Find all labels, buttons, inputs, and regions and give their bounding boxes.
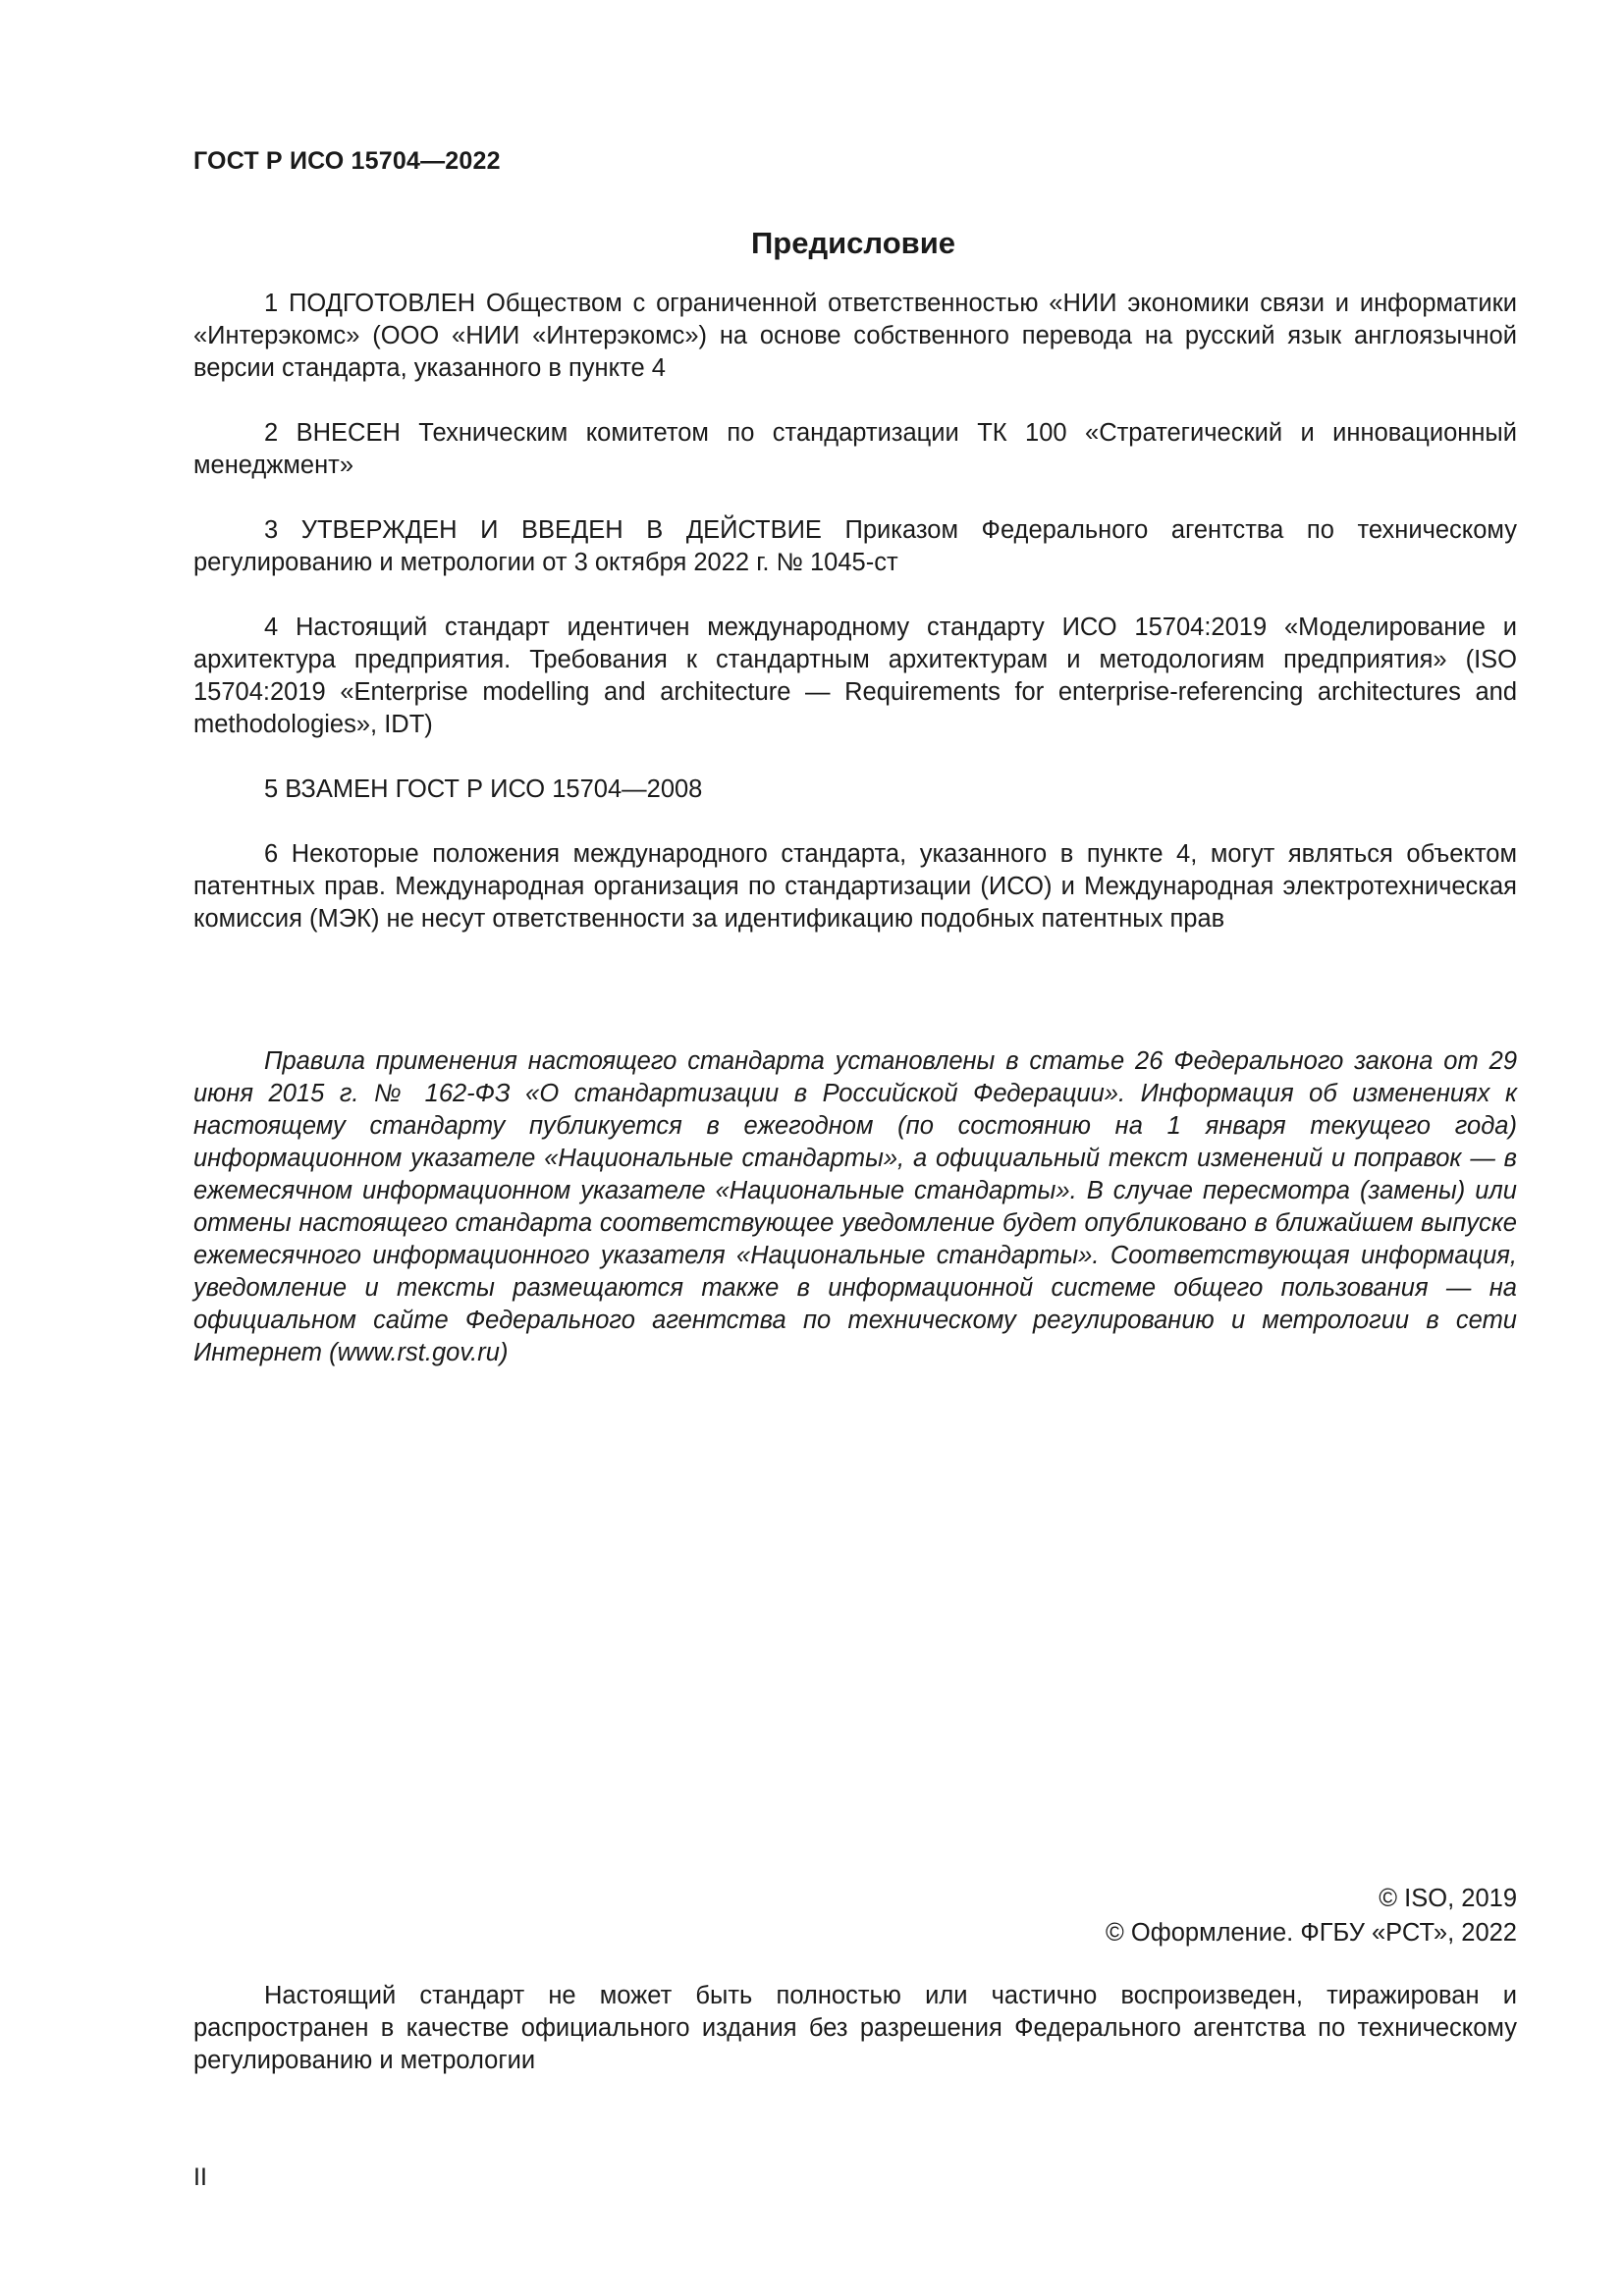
- foreword-item-6: 6 Некоторые положения международного стандарта, указанного в пункте 4, могут являться объектом патентных прав. Международная организация по стандартизации (ИСО) и Международная электротехническая комиссия (МЭК) не несут ответственности за идентификацию подобных патентных прав: [193, 840, 1517, 933]
- document-header: ГОСТ Р ИСО 15704—2022: [193, 147, 501, 175]
- foreword-title: Предисловие: [750, 226, 955, 260]
- foreword-item-1: 1 ПОДГОТОВЛЕН Обществом с ограниченной ответственностью «НИИ экономики связи и информатики «Интерэкомс» (ООО «НИИ «Интерэкомс») на основе собственного перевода на русский язык англоязычной версии стандарта, указанного в пункте 4: [193, 290, 1517, 382]
- copyright-iso: © ISO, 2019: [1379, 1885, 1517, 1912]
- page-number: II: [193, 2163, 207, 2191]
- application-rules-notice: Правила применения настоящего стандарта установлены в статье 26 Федерального закона от 29 июня 2015 г. № 162-ФЗ «О стандартизации в Российской Федерации». Информация об изменениях к настоящему стандарту публикуется в ежегодном (по состоянию на 1 января текущего года) информационном указателе «Национальные стандарты», а официальный текст изменений и поправок — в ежемесячном информационном указателе «Национальные стандарты». В случае пересмотра (замены) или отмены настоящего стандарта соответствующее уведомление будет опубликовано в ближайшем выпуске ежемесячного информационного указателя «Национальные стандарты». Соответствующая информация, уведомление и тексты размещаются также в информационной системе общего пользования — на официальном сайте Федерального агентства по техническому регулированию и метрологии в сети Интернет (www.rst.gov.ru): [193, 1047, 1517, 1366]
- foreword-item-3: 3 УТВЕРЖДЕН И ВВЕДЕН В ДЕЙСТВИЕ Приказом Федерального агентства по техническому регулированию и метрологии от 3 октября 2022 г. № 1045-ст: [193, 516, 1517, 576]
- foreword-item-2: 2 ВНЕСЕН Техническим комитетом по стандартизации ТК 100 «Стратегический и инновационный менеджмент»: [193, 419, 1517, 479]
- foreword-item-4: 4 Настоящий стандарт идентичен международному стандарту ИСО 15704:2019 «Моделирование и архитектура предприятия. Требования к стандартным архитектурам и методологиям предприятия» (ISO 15704:2019 «Enterprise modelling and architecture — Requirements for enterprise-referencing architectures and methodologies», IDT): [193, 614, 1517, 738]
- copyright-design: © Оформление. ФГБУ «РСТ», 2022: [1106, 1919, 1517, 1947]
- foreword-list: [193, 288, 1517, 968]
- copyright-block: [1106, 1882, 1517, 1950]
- reproduction-notice: Настоящий стандарт не может быть полностью или частично воспроизведен, тиражирован и распространен в качестве официального издания без разрешения Федерального агентства по техническому регулированию и метрологии: [193, 1982, 1517, 2074]
- foreword-item-5: 5 ВЗАМЕН ГОСТ Р ИСО 15704—2008: [264, 775, 703, 803]
